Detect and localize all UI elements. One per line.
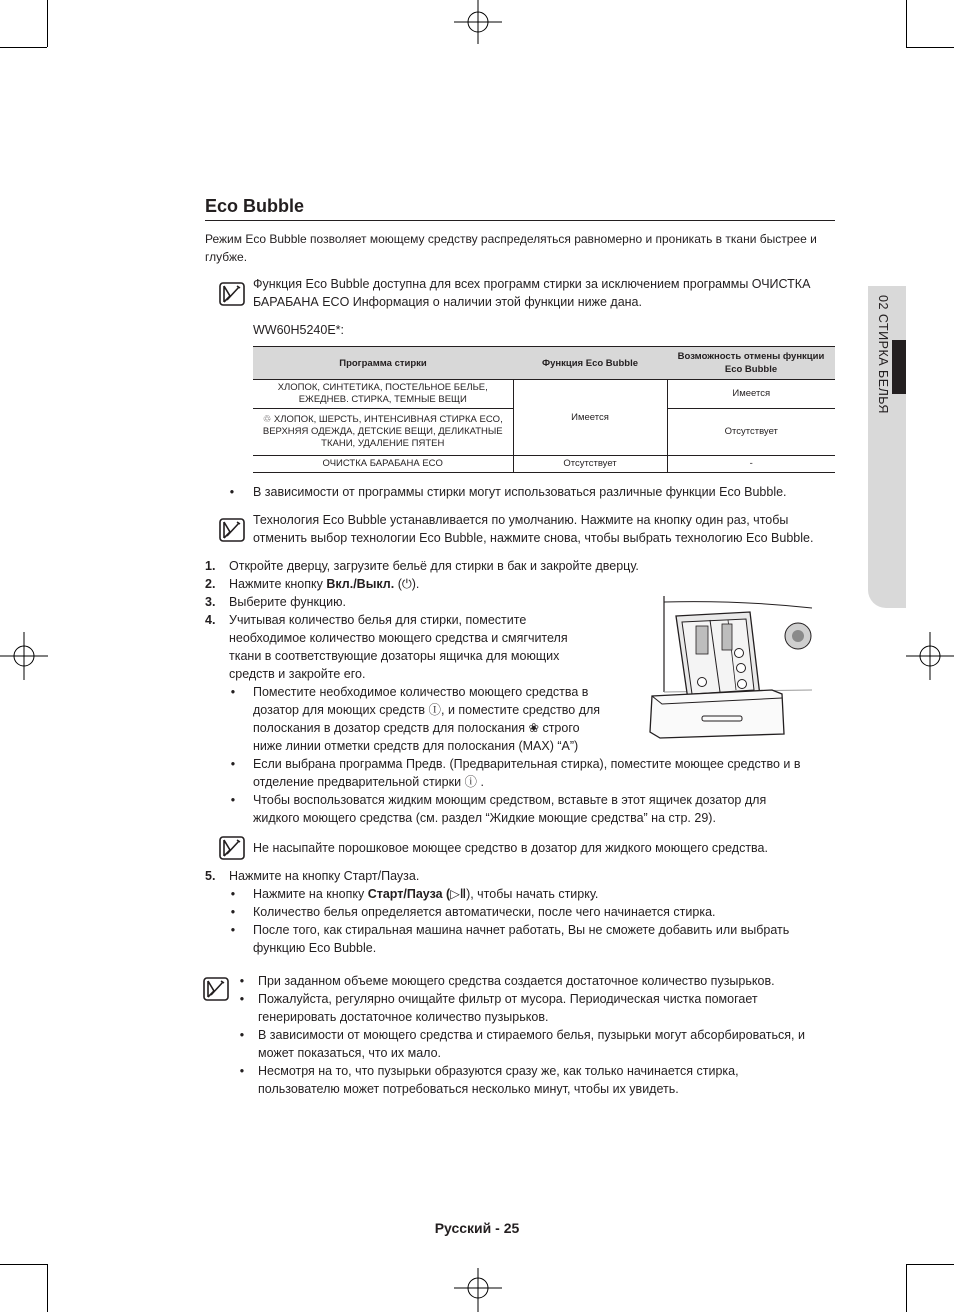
step-number: 3. [205, 595, 216, 609]
step-text: Откройте дверцу, загрузите бельё для стирки в бак и закройте дверцу. [229, 559, 639, 573]
detergent-drawer-illustration [648, 592, 814, 742]
bullet: • [239, 974, 245, 988]
table-cell-text: ХЛОПОК, ШЕРСТЬ, ИНТЕНСИВНАЯ СТИРКА ECO, ВЕРХНЯЯ ОДЕЖДА, ДЕТСКИЕ ВЕЩИ, ДЕЛИКАТНЫЕ ТКАНИ, УДАЛЕНИЕ ПЯТЕН [262, 414, 503, 449]
step-line: Учитывая количество белья для стирки, поместите [229, 613, 527, 627]
note-line: БАРАБАНА ECO Информация о наличии этой функции ниже дана. [253, 295, 642, 309]
crop-mark [0, 47, 47, 48]
step-line-part: . [477, 775, 485, 789]
prewash-icon: ⓘ [464, 775, 478, 789]
step-number: 4. [205, 613, 216, 627]
registration-mark-icon [0, 632, 48, 680]
table-cell: Имеется [513, 380, 667, 456]
step-line: Если выбрана программа Предв. (Предварительная стирка), поместите моющее средство и в [253, 757, 801, 771]
step-line: Поместите необходимое количество моющего средства в [253, 685, 589, 699]
step-text: Нажмите кнопку Вкл./Выкл. (⏻). [229, 577, 420, 591]
crop-mark [47, 1264, 48, 1312]
model-label: WW60H5240E*: [253, 323, 345, 337]
note-line: Функция Eco Bubble доступна для всех программ стирки за исключением программы ОЧИСТКА [253, 277, 811, 291]
step-line: средств и закройте его. [229, 667, 366, 681]
table-header: Возможность отмены функции Eco Bubble [667, 347, 835, 380]
crop-mark [906, 1264, 907, 1312]
list-item-text: генерировать достаточное количество пузырьков. [258, 1010, 549, 1024]
step-line-part: Нажмите на кнопку [253, 887, 368, 901]
registration-mark-icon [454, 1264, 502, 1312]
bullet: • [239, 1064, 245, 1078]
bullet: • [230, 757, 236, 771]
table-cell: ОЧИСТКА БАРАБАНА ECO [253, 456, 513, 473]
eco-bubble-table [253, 346, 835, 473]
bullet: • [230, 923, 236, 937]
step-5-block [205, 867, 835, 957]
step-text: Нажмите на кнопку Старт/Пауза. [229, 869, 420, 883]
registration-mark-icon [906, 632, 954, 680]
bullet: • [230, 887, 236, 901]
start-pause-icon: ▷‖ [450, 887, 467, 901]
bullet: • [230, 685, 236, 699]
step-line: ткани в соответствующие дозаторы ящичка для моющих [229, 649, 560, 663]
list-item-text: В зависимости от программы стирки могут использоваться различные функции Eco Bubble. [253, 485, 787, 499]
note-icon [219, 518, 245, 542]
chapter-tab-marker [892, 340, 906, 394]
crop-mark [0, 1264, 47, 1265]
crop-mark [906, 1264, 954, 1265]
note-text [253, 275, 835, 311]
step-line-part: ), чтобы начать стирку. [466, 887, 599, 901]
list-item-text: пользователю может потребоваться несколько минут, чтобы их увидеть. [258, 1082, 679, 1096]
table-cell: Имеется [667, 380, 835, 409]
table-cell: Отсутствует [513, 456, 667, 473]
note-text [253, 511, 835, 547]
step-text-part: Нажмите кнопку [229, 577, 327, 591]
page-footer: Русский - 25 [434, 1220, 520, 1236]
step-line-part: дозатор для моющих средств [253, 703, 426, 717]
power-icon: ⏻ [401, 577, 412, 591]
step-line: функцию Eco Bubble. [253, 941, 377, 955]
step-text: Выберите функцию. [229, 595, 346, 609]
section-title: Eco Bubble [205, 196, 305, 216]
step-line [253, 701, 600, 719]
list-item-text: Несмотря на то, что пузырьки образуются сразу же, как только начинается стирка, [258, 1064, 739, 1078]
step-line: После того, как стиральная машина начнет работать, Вы не сможете добавить или выбрать [253, 923, 790, 937]
table-cell: ХЛОПОК, СИНТЕТИКА, ПОСТЕЛЬНОЕ БЕЛЬЕ, ЕЖЕДНЕВ. СТИРКА, ТЕМНЫЕ ВЕЩИ [253, 380, 513, 409]
crop-mark [47, 0, 48, 47]
step-number: 5. [205, 869, 216, 883]
step-number: 1. [205, 559, 216, 573]
table-cell: Отсутствует [667, 409, 835, 456]
step-line [253, 719, 600, 737]
table-row [253, 456, 835, 473]
step-line: Количество белья определяется автоматически, после чего начинается стирка. [253, 905, 716, 919]
step-text-part: ). [411, 577, 420, 591]
step-line-part: , и поместите средство для [441, 703, 601, 717]
bullet: • [230, 793, 236, 807]
table-row [253, 380, 835, 409]
table-header: Программа стирки [253, 347, 513, 380]
crop-mark [906, 47, 954, 48]
note-icon [203, 977, 229, 1001]
eco-icon: ♲ [262, 414, 274, 425]
note-line: Технология Eco Bubble устанавливается по умолчанию. Нажмите на кнопку один раз, чтобы [253, 513, 789, 527]
softener-icon: ❀ [528, 721, 539, 735]
note-icon [219, 836, 245, 860]
step-line: необходимое количество моющего средства и смягчителя [229, 631, 568, 645]
step-line: ниже линии отметки средств для полоскания (MAX) “A”) [253, 739, 579, 753]
chapter-tab-label: 02 СТИРКА БЕЛЬЯ [876, 295, 890, 414]
bullet: • [239, 1028, 245, 1042]
bullet: • [239, 992, 245, 1006]
list-item-text: Пожалуйста, регулярно очищайте фильтр от мусора. Периодическая чистка помогает [258, 992, 758, 1006]
bullet: • [229, 485, 235, 499]
note-icon [219, 282, 245, 306]
detergent-compartment-icon: Ⓘ [428, 703, 442, 717]
step-number: 2. [205, 577, 216, 591]
start-pause-label: Старт/Пауза ( [367, 887, 451, 901]
list-item-text: При заданном объеме моющего средства создается достаточное количество пузырьков. [258, 974, 775, 988]
step-line [253, 885, 598, 903]
intro-paragraph: Режим Eco Bubble позволяет моющему средству распределяться равномерно и проникать в ткани быстрее и глубже. [205, 232, 817, 264]
step-line: Чтобы воспользоватся жидким моющим средством, вставьте в этот ящичек дозатор для [253, 793, 767, 807]
note-line: отменить выбор технологии Eco Bubble, нажмите снова, чтобы выбрать технологию Eco Bubble. [253, 531, 814, 545]
note-text: Не насыпайте порошковое моющее средство в дозатор для жидкого моющего средства. [253, 841, 768, 855]
crop-mark [906, 0, 907, 47]
list-item-text: В зависимости от моющего средства и стираемого белья, пузырьки могут абсорбироваться, и [258, 1028, 805, 1042]
table-header: Функция Eco Bubble [513, 347, 667, 380]
bullet: • [230, 905, 236, 919]
power-button-label: Вкл./Выкл. [326, 577, 395, 591]
list-item-text: может показаться, что их мало. [258, 1046, 442, 1060]
note-4-list [238, 972, 838, 1098]
registration-mark-icon [454, 0, 502, 48]
step-line [253, 773, 801, 791]
step-line-part: отделение предварительной стирки [253, 775, 462, 789]
step-line-part: полоскания в дозатор средств для полоскания [253, 721, 526, 735]
table-cell [253, 409, 513, 456]
step-line: жидкого моющего средства (см. раздел “Жидкие моющие средства” на стр. 29). [253, 811, 716, 825]
title-rule [205, 220, 835, 221]
table-cell: - [667, 456, 835, 473]
step-line-part: строго [538, 721, 580, 735]
